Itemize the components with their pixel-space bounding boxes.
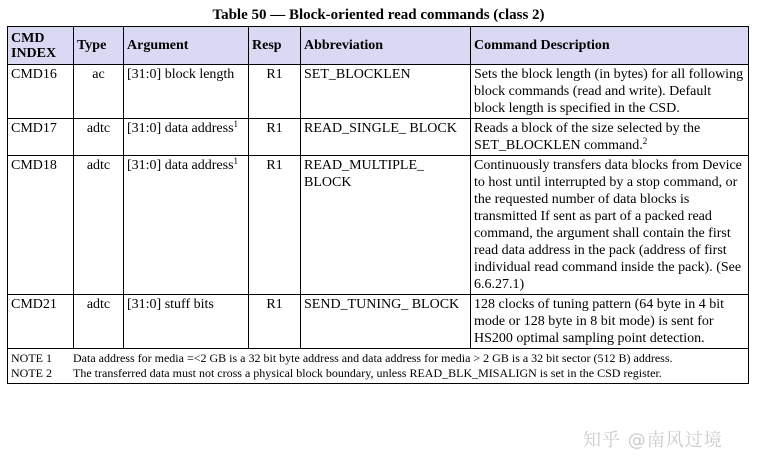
cell-type: adtc bbox=[74, 156, 124, 295]
cell-abbreviation: READ_SINGLE_ BLOCK bbox=[301, 119, 471, 156]
cell-index: CMD16 bbox=[8, 65, 74, 119]
cell-argument bbox=[124, 156, 249, 295]
description-text: Reads a block of the size selected by the SET_BLOCKLEN command. bbox=[474, 121, 701, 153]
header-resp: Resp bbox=[249, 27, 301, 65]
argument-text: [31:0] stuff bits bbox=[127, 297, 214, 312]
argument-text: [31:0] data address bbox=[127, 121, 234, 136]
header-cmd-index: CMD INDEX bbox=[8, 27, 74, 65]
cell-abbreviation: SET_BLOCKLEN bbox=[301, 65, 471, 119]
cell-description bbox=[471, 295, 749, 349]
cell-index: CMD18 bbox=[8, 156, 74, 295]
cell-index: CMD17 bbox=[8, 119, 74, 156]
cell-resp: R1 bbox=[249, 295, 301, 349]
watermark: 知乎 @南风过境 bbox=[583, 430, 723, 451]
table-row bbox=[8, 156, 749, 295]
commands-table bbox=[7, 26, 749, 384]
description-text: Sets the block length (in bytes) for all following block commands (read and write). Default block length is specified in the CSD. bbox=[474, 67, 744, 116]
cell-resp: R1 bbox=[249, 119, 301, 156]
note-label: NOTE 2 bbox=[11, 366, 52, 380]
table-row bbox=[8, 65, 749, 119]
note-text: The transferred data must not cross a physical block boundary, unless READ_BLK_MISALIGN is set in the CSD register. bbox=[73, 366, 662, 380]
notes-cell bbox=[8, 349, 749, 384]
note-1 bbox=[11, 351, 745, 366]
header-argument: Argument bbox=[124, 27, 249, 65]
cell-abbreviation: SEND_TUNING_ BLOCK bbox=[301, 295, 471, 349]
note-text: Data address for media =<2 GB is a 32 bit byte address and data address for media > 2 GB is a 32 bit sector (512 B) address. bbox=[73, 351, 673, 365]
cell-description bbox=[471, 156, 749, 295]
argument-footnote: 1 bbox=[233, 119, 239, 129]
notes-row bbox=[8, 349, 749, 384]
cell-argument bbox=[124, 295, 249, 349]
table-title: Table 50 — Block-oriented read commands (class 2) bbox=[212, 7, 545, 23]
table-header-row bbox=[8, 27, 749, 65]
cell-abbreviation: READ_MULTIPLE_ BLOCK bbox=[301, 156, 471, 295]
argument-text: [31:0] data address bbox=[127, 158, 234, 173]
table-row bbox=[8, 119, 749, 156]
description-text: Continuously transfers data blocks from Device to host until interrupted by a stop command, or the requested number of data blocks is transmitted If sent as part of a packed read command, the argument shall contain the first read data address in the pack (address of first individual read command inside the pack). (See 6.6.27.1) bbox=[474, 158, 742, 292]
cell-description bbox=[471, 65, 749, 119]
cell-type: adtc bbox=[74, 295, 124, 349]
note-2 bbox=[11, 366, 745, 381]
cell-resp: R1 bbox=[249, 65, 301, 119]
note-label: NOTE 1 bbox=[11, 351, 52, 365]
table-row bbox=[8, 295, 749, 349]
description-text: 128 clocks of tuning pattern (64 byte in 4 bit mode or 128 byte in 8 bit mode) is sent for HS200 optimal sampling point detection. bbox=[474, 297, 725, 346]
cell-argument bbox=[124, 119, 249, 156]
argument-text: [31:0] block length bbox=[127, 67, 235, 82]
description-footnote: 2 bbox=[642, 136, 648, 146]
cell-argument bbox=[124, 65, 249, 119]
cell-description bbox=[471, 119, 749, 156]
cell-type: ac bbox=[74, 65, 124, 119]
cell-type: adtc bbox=[74, 119, 124, 156]
cell-index: CMD21 bbox=[8, 295, 74, 349]
header-command-description: Command Description bbox=[471, 27, 749, 65]
header-abbreviation: Abbreviation bbox=[301, 27, 471, 65]
header-type: Type bbox=[74, 27, 124, 65]
argument-footnote: 1 bbox=[233, 156, 239, 166]
cell-resp: R1 bbox=[249, 156, 301, 295]
